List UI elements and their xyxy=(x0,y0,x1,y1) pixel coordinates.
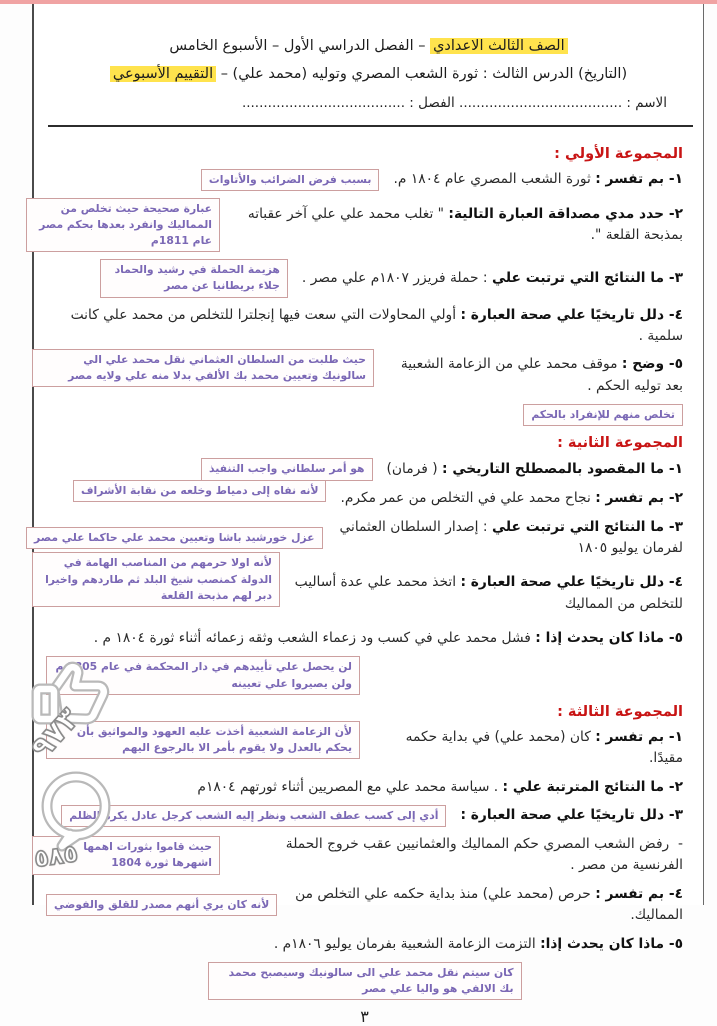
group3-q4-row xyxy=(46,884,683,927)
worksheet-page xyxy=(32,4,704,1026)
group1-q3: ٣- ما النتائج التي ترتبت علي : حملة فريزر ١٨٠٧م علي مصر . xyxy=(301,269,683,286)
group2-q4: ٤- دلل تاريخيًا علي صحة العبارة : اتخذ محمد علي عدة أساليب للتخلص من المماليك xyxy=(294,574,683,612)
group2-q5-answer-box: لن يحصل علي تأييدهم في دار المحكمة في عام 1805 م ولن يصيروا علي تعيينه xyxy=(46,656,360,694)
group3-q3-answer-box: أدي إلى كسب عطف الشعب ونظر إليه الشعب كرجل عادل يكره الظلم xyxy=(61,805,446,827)
grade-highlight: الصف الثالث الاعدادي xyxy=(430,38,568,54)
group2-q2-row xyxy=(46,483,683,510)
comments-count: ٥٨٥ xyxy=(32,839,80,873)
group2-q1-row xyxy=(46,458,683,480)
group1-q5: ٥- وضح : موقف محمد علي من الزعامة الشعبية بعد توليه الحكم . xyxy=(400,356,683,394)
group1-q2-answer-box: عبارة صحيحة حيث تخلص من المماليك وانفرد بعدها بحكم مصر عام 1811م xyxy=(26,198,220,253)
group3-q1-row xyxy=(46,724,683,770)
group1-q3-answer-box: هزيمة الحملة في رشيد والحماد جلاء بريطانيا عن مصر xyxy=(100,259,288,297)
group1-q1-answer-box: بسبب فرض الضرائب والأتاوات xyxy=(201,169,380,191)
group3-q3: ٣- دلل تاريخيًا علي صحة العبارة : xyxy=(460,807,683,824)
group1-q5-answer-box: تخلص منهم للإنفراد بالحكم xyxy=(523,404,683,426)
group2-q3: ٣- ما النتائج التي ترتبت علي : إصدار السلطان العثماني لفرمان يوليو ١٨٠٥ xyxy=(339,518,683,557)
group3-bullet: - رفض الشعب المصري حكم المماليك والعثمانيين عقب خروج الحملة الفرنسية من مصر . xyxy=(285,836,683,874)
group3-q3-row xyxy=(46,805,683,827)
group3-q2-row xyxy=(46,777,683,798)
page-number: ٣ xyxy=(360,1007,369,1026)
group1-q5-row xyxy=(46,354,683,397)
group1-q2: ٢- حدد مدي مصداقة العبارة التالية: " تغلب محمد علي علي آخر عقباته بمذبحة القلعة ". xyxy=(247,205,683,243)
group1-q1: ١- بم تفسر : ثورة الشعب المصري عام ١٨٠٤ م. xyxy=(393,170,683,187)
group1-q1-row xyxy=(46,169,683,191)
group3-bullet-answer-box: حيث قاموا بثورات اهمها اشهرها ثورة 1804 xyxy=(32,836,220,874)
group2-q2: ٢- بم تفسر : نجاح محمد علي في التخلص من عمر مكرم. xyxy=(340,489,683,506)
group1-q2-row xyxy=(39,198,683,253)
group2-q5-row xyxy=(46,628,683,649)
group2-q4-answer-box: لأنه اولا حرمهم من المناصب الهامة في الدولة كمنصب شيخ البلد ثم طاردهم واخيرا دبر لهم مذبحة القلعة xyxy=(32,552,280,607)
group2-q1: ١- ما المقصود بالمصطلح التاريخي : ( فرمان) xyxy=(386,460,683,477)
worksheet-body xyxy=(34,127,703,1026)
term-week-text: – الفصل الدراسي الأول – الأسبوع الخامس xyxy=(169,38,431,54)
group1-q4: ٤- دلل تاريخيًا علي صحة العبارة : أولي المحاولات التي سعت فيها إنجلترا للتخلص من محمد علي كانت سلمية . xyxy=(70,306,683,345)
group3-q5-answer-box: كان سيتم نقل محمد علي الى سالونيك وسيصبح محمد بك الالفي هو واليا علي مصر xyxy=(208,962,522,1000)
group1-q4-answer-box: حيث طلبت من السلطان العثماني نقل محمد علي الي سالونيك وتعيين محمد بك الألفي بدلا منه علي ولايه مصر xyxy=(32,349,374,387)
group3-q5: ٥- ماذا كان يحدث إذا: التزمت الزعامة الشعبية بفرمان يوليو ١٨٠٦م . xyxy=(273,935,683,952)
group1-q5-answer-row xyxy=(46,404,683,426)
group2-q1-answer-box: هو أمر سلطاني واجب التنفيذ xyxy=(201,458,373,480)
worksheet-header xyxy=(34,4,703,89)
group1-q4-row xyxy=(46,305,683,348)
group2-title: المجموعة الثانية : xyxy=(557,435,683,452)
group2-q4-row xyxy=(45,556,683,621)
name-class-blanks: الاسم : ...................................... الفصل : ...................................... xyxy=(241,94,667,111)
group3-q2: ٢- ما النتائج المترتبة علي : . سياسة محمد علي مع المصريين أثناء ثورتهم ١٨٠٤م xyxy=(197,778,683,795)
header-line-lesson xyxy=(34,60,703,88)
group3-q4: ٤- بم تفسر : حرص (محمد علي) منذ بداية حكمه علي التخلص من المماليك. xyxy=(295,885,683,924)
group3-q5-row xyxy=(46,934,683,955)
group2-q3-answer-box: عزل خورشيد باشا وتعيين محمد علي حاكما علي مصر xyxy=(26,527,323,549)
weekly-assessment-highlight: التقييم الأسبوعي xyxy=(110,66,216,82)
group2-q5: ٥- ماذا كان يحدث إذا : فشل محمد علي في كسب ود زعماء الشعب وثقه زعمائه أثناء ثورة ١٨٠٤ م . xyxy=(93,630,683,647)
group3-bullet-row xyxy=(46,834,683,877)
group3-q4-answer-box: لأنه كان يري أنهم مصدر للقلق والفوضي xyxy=(46,894,277,916)
group1-title: المجموعة الأولي : xyxy=(554,145,683,162)
lesson-title-text: (التاريخ) الدرس الثالث : ثورة الشعب المصري وتوليه (محمد علي) – xyxy=(216,66,628,83)
group3-q5-answer-row xyxy=(46,962,683,1000)
likes-count: ٩٧٣ xyxy=(24,701,87,766)
header-line-grade xyxy=(34,32,703,60)
group2-q2-answer-box: لأنه نفاه إلى دمياط وخلعه من نقابة الأشراف xyxy=(73,480,327,502)
group1-q3-row xyxy=(46,259,683,297)
group3-title: المجموعة الثالثة : xyxy=(557,703,683,720)
group2-q5-answer-row xyxy=(46,656,683,694)
group3-q1-answer-box: لأن الزعامة الشعبية أخذت عليه العهود والمواثيق بأن يحكم بالعدل ولا يقوم بأمر الا بالرجوع اليهم xyxy=(46,721,360,759)
group3-q1: ١- بم تفسر : كان (محمد علي) في بداية حكمه مقيدًا. xyxy=(405,728,683,767)
